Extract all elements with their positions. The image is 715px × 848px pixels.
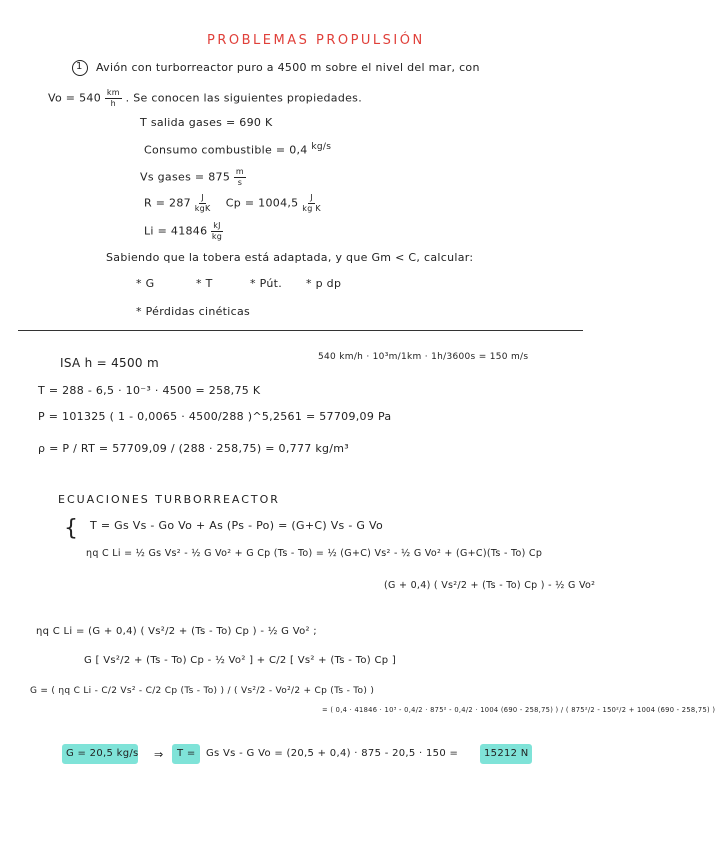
g-result: G = 20,5 kg/s: [66, 748, 139, 759]
density-eq: ρ = P / RT = 57709,09 / (288 · 258,75) = 0,777 kg/m³: [38, 442, 350, 455]
prop-gas-constant: R = 287 $\frac{J}{\text{kgK}}$ Cp = 1004,5 $\frac{J}{\text{kg K}}$: [144, 193, 321, 213]
brace: {: [64, 516, 79, 541]
pressure-eq: P = 101325 ( 1 - 0,0065 · 4500/288 )^5,2561 = 57709,09 Pa: [38, 410, 392, 423]
g-formula: G = ( ηq C Li - C/2 Vs² - C/2 Cp (Ts - To) ) / ( Vs²/2 - Vo²/2 + Cp (Ts - To) ): [30, 686, 375, 696]
item-put: * Pút.: [250, 277, 283, 290]
item-g: * G: [136, 277, 155, 290]
initial-velocity: Vo = 540: [48, 91, 102, 105]
implies-arrow: ⇒: [154, 748, 164, 761]
isa-heading: ISA h = 4500 m: [60, 356, 159, 370]
t-result: 15212 N: [484, 748, 529, 759]
temperature-eq: T = 288 - 6,5 · 10⁻³ · 4500 = 258,75 K: [38, 384, 261, 397]
t-calc: Gs Vs - G Vo = (20,5 + 0,4) · 875 - 20,5 · 150 =: [206, 748, 459, 759]
item-perdidas: * Pérdidas cinéticas: [136, 305, 251, 318]
prop-fuel-consumption: Consumo combustible = 0,4 $^{kg/s}$: [144, 142, 332, 157]
ecuaciones-heading: ECUACIONES TURBORREACTOR: [58, 493, 280, 506]
page-title: PROBLEMAS PROPULSIÓN: [207, 33, 425, 48]
statement-line-2: [48, 88, 362, 109]
prop-exhaust-temperature: T salida gases = 690 K: [140, 116, 273, 129]
energy-eq-rhs: (G + 0,4) ( Vs²/2 + (Ts - To) Cp ) - ½ G Vo²: [384, 580, 596, 591]
energy-eq-substituted: ηq C Li = (G + 0,4) ( Vs²/2 + (Ts - To) Cp ) - ½ G Vo² ;: [36, 626, 317, 637]
item-t: * T: [196, 277, 213, 290]
item-pdp: * p dp: [306, 277, 342, 290]
velocity-conversion: 540 km/h · 10³m/1km · 1h/3600s = 150 m/s: [318, 352, 529, 362]
t-label: T =: [177, 748, 196, 759]
statement-line-2-suffix: . Se conocen las siguientes propiedades.: [125, 91, 363, 105]
problem-number: 1: [76, 61, 83, 72]
velocity-unit: $\frac{km}{h}$: [106, 88, 120, 108]
statement-line-1: Avión con turborreactor puro a 4500 m sobre el nivel del mar, con: [96, 61, 480, 74]
thrust-eq: T = Gs Vs - Go Vo + As (Ps - Po) = (G+C) Vs - G Vo: [90, 519, 384, 532]
sabiendo-line: Sabiendo que la tobera está adaptada, y que Gm < C, calcular:: [106, 251, 474, 264]
prop-exhaust-velocity: Vs gases = 875 $\frac{m}{s}$: [140, 167, 245, 187]
energy-eq: ηq C Li = ½ Gs Vs² - ½ G Vo² + G Cp (Ts - To) = ½ (G+C) Vs² - ½ G Vo² + (G+C)(Ts - To) Cp: [86, 548, 543, 559]
prop-cp: Cp = 1004,5: [225, 196, 299, 210]
g-numeric: = ( 0,4 · 41846 · 10³ - 0,4/2 · 875² - 0,4/2 · 1004 (690 - 258,75) ) / ( 875²/2 - 150²/2 + 1004 (690 - 258,75) ): [322, 706, 715, 714]
energy-eq-grouped: G [ Vs²/2 + (Ts - To) Cp - ½ Vo² ] + C/2 [ Vs² + (Ts - To) Cp ]: [84, 655, 397, 666]
prop-fuel-heating-value: Li = 41846 $\frac{kJ}{kg}$: [144, 221, 223, 241]
divider: [18, 330, 583, 331]
